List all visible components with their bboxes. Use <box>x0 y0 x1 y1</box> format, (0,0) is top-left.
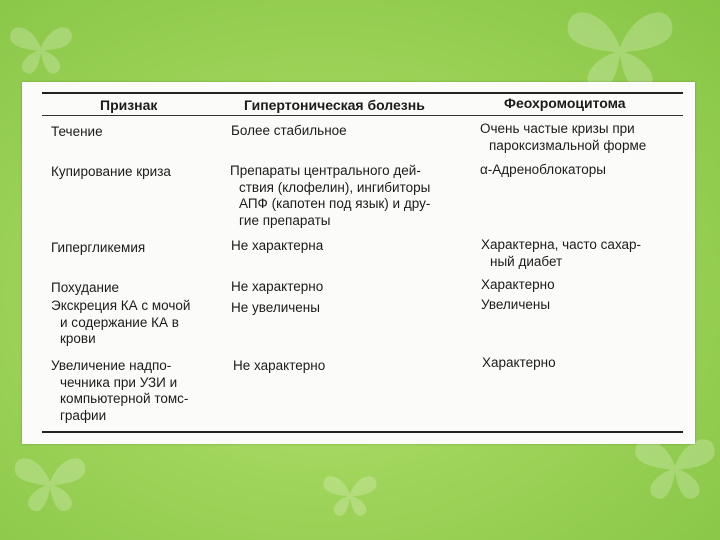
row-weight-loss-sign: Похудание <box>51 280 120 295</box>
row-hyperglycemia-hypertension: Не характерна <box>231 238 324 253</box>
row-adrenal-imaging-pheo: Характерно <box>482 355 556 370</box>
butterfly-icon <box>6 20 76 76</box>
row-catecholamines-hypertension: Не увеличены <box>231 300 320 315</box>
table-bottom-rule <box>42 431 683 433</box>
row-adrenal-imaging-hypertension: Не характерно <box>233 358 326 373</box>
row-course-hypertension: Более стабильное <box>231 123 347 138</box>
row-hyperglycemia-pheo: Характерна, часто сахар- ный диабет <box>481 237 642 269</box>
row-catecholamines-sign: Экскреция КА с мочой и содержание КА в крови <box>51 298 191 346</box>
row-weight-loss-pheo: Характерно <box>481 277 555 292</box>
row-hyperglycemia-sign: Гипергликемия <box>51 240 146 255</box>
table-top-rule <box>42 92 683 94</box>
scanned-table-sheet <box>22 82 695 444</box>
row-weight-loss-hypertension: Не характерно <box>231 279 324 294</box>
row-crisis-sign: Купирование криза <box>51 164 171 179</box>
row-catecholamines-pheo: Увеличены <box>481 297 551 312</box>
butterfly-icon <box>320 470 380 518</box>
header-sign: Признак <box>100 97 158 113</box>
row-crisis-hypertension: Препараты центрального дей- ствия (клофелин), ингибиторы АПФ (капотен под язык) и дру- гие препараты <box>230 163 431 228</box>
header-pheochromocytoma: Феохромоцитома <box>504 95 626 111</box>
butterfly-icon <box>10 450 90 514</box>
table-header-rule <box>42 115 683 116</box>
row-course-pheo: Очень частые кризы при пароксизмальной форме <box>480 121 647 153</box>
row-adrenal-imaging-sign: Увеличение надпо- чечника при УЗИ и компьютерной томс- графии <box>51 358 189 423</box>
row-course-sign: Течение <box>51 124 103 139</box>
row-crisis-pheo: α-Адреноблокаторы <box>480 162 606 177</box>
header-hypertension: Гипертоническая болезнь <box>244 97 425 113</box>
butterfly-icon <box>560 0 680 95</box>
